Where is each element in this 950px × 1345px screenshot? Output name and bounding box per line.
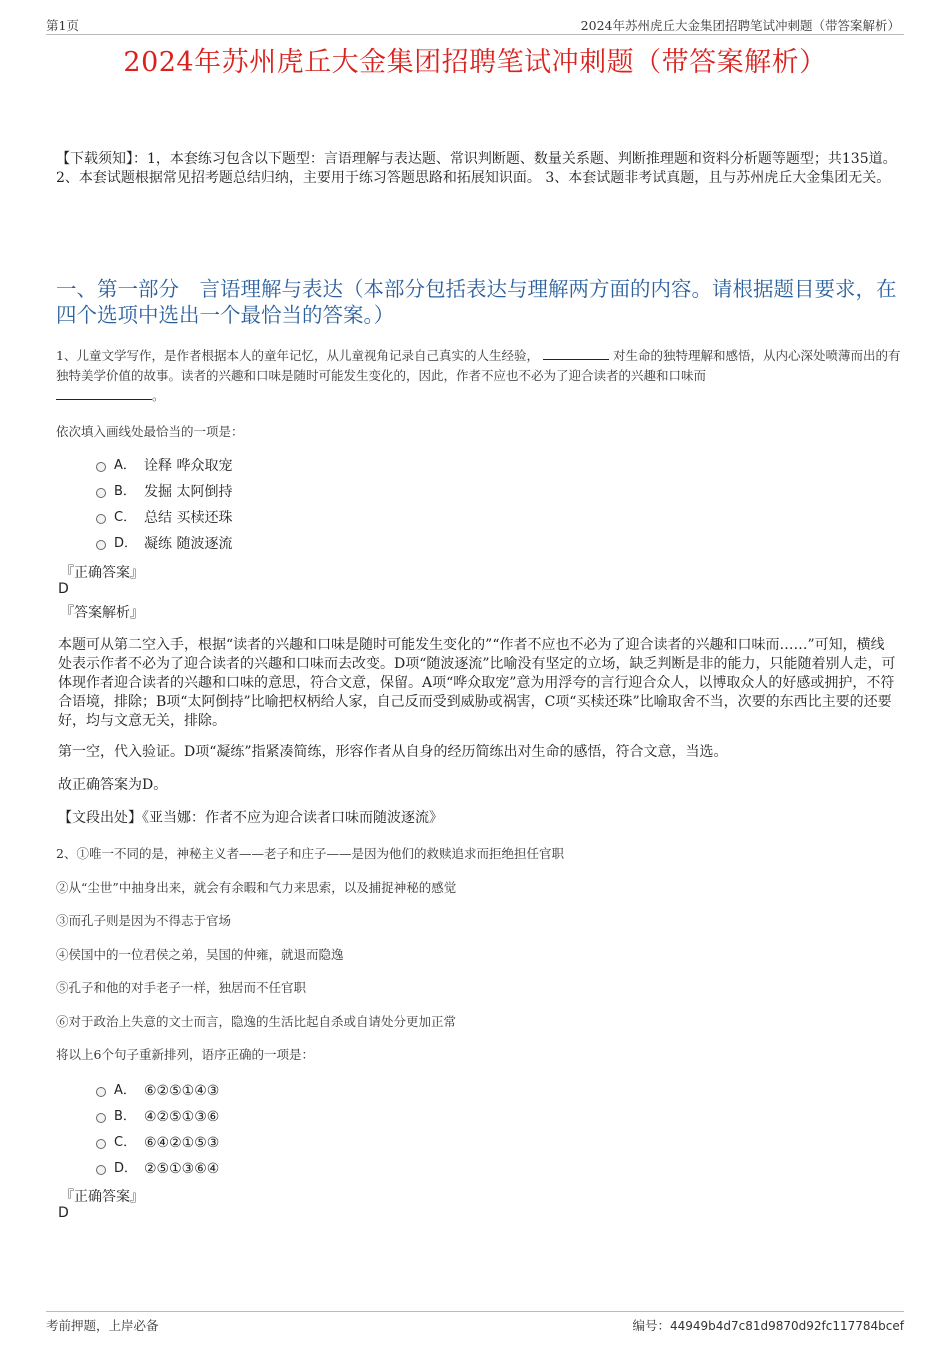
option-text: ②⑤①③⑥④ bbox=[144, 1161, 220, 1177]
question-1-stem bbox=[56, 346, 901, 406]
question-1-stem-part2: 对生命的独特理解和感悟，从内心深处喷薄而出的有独特美学价值的故事。读者的兴趣和口味是随时可能发生变化的，因此，作者不应也不必为了迎合读者的兴趣和口味而 bbox=[56, 348, 901, 383]
option-letter: C． bbox=[114, 510, 137, 525]
option-letter: A． bbox=[114, 1083, 136, 1098]
option-letter: C． bbox=[114, 1135, 137, 1150]
question-1-prompt: 依次填入画线处最恰当的一项是： bbox=[56, 424, 244, 439]
option-letter: B． bbox=[114, 1109, 136, 1124]
option-text: ⑥②⑤①④③ bbox=[144, 1083, 220, 1099]
fill-blank-1 bbox=[543, 347, 609, 360]
q2-line-4: ④侯国中的一位君侯之弟，吴国的仲雍，就退而隐逸 bbox=[56, 947, 344, 962]
q2-answer-label: 『正确答案』 bbox=[60, 1189, 144, 1205]
footer-slogan: 考前押题，上岸必备 bbox=[46, 1318, 159, 1333]
q1-analysis-paragraph-1: 本题可从第二空入手，根据“读者的兴趣和口味是随时可能发生变化的”“作者不应也不必为了迎合读者的兴趣和口味而……”可知，横线处表示作者不必为了迎合读者的兴趣和口味而去改变。D项“随波逐流”比喻没有坚定的立场，缺乏判断是非的能力，只能随着别人走，可体现作者迎合读者的兴趣和口味的意思，符合文意，保留。A项“哗众取宠”意为用浮夸的言行迎合众人，以博取众人的好感或拥护，不符合语境，排除；B项“太阿倒持”比喻把权柄给人家，自己反而受到威胁或祸害，C项“买椟还珠”比喻取舍不当，次要的东西比主要的还要好，均与文意无关，排除。 bbox=[58, 637, 896, 729]
option-text: 凝练 随波逐流 bbox=[144, 536, 233, 552]
q2-line-2: ②从“尘世”中抽身出来，就会有余暇和气力来思索，以及捕捉神秘的感觉 bbox=[56, 880, 457, 895]
question-1-stem-end: 。 bbox=[152, 388, 165, 403]
q1-source: 【文段出处】《亚当娜：作者不应为迎合读者口味而随波逐流》 bbox=[58, 810, 443, 826]
option-text: 发掘 太阿倒持 bbox=[144, 484, 233, 500]
radio-icon[interactable] bbox=[96, 1165, 106, 1175]
q2-line-6: ⑥对于政治上失意的文士而言，隐逸的生活比起自杀或自请处分更加正常 bbox=[56, 1014, 457, 1029]
radio-icon[interactable] bbox=[96, 514, 106, 524]
radio-icon[interactable] bbox=[96, 540, 106, 550]
option-letter: D． bbox=[114, 536, 138, 551]
radio-icon[interactable] bbox=[96, 488, 106, 498]
q1-answer: D bbox=[58, 581, 69, 597]
header-doc-title: 2024年苏州虎丘大金集团招聘笔试冲刺题（带答案解析） bbox=[580, 18, 900, 33]
q2-prompt: 将以上6个句子重新排列，语序正确的一项是： bbox=[56, 1047, 314, 1062]
question-1-stem-part1: 1、儿童文学写作，是作者根据本人的童年记忆，从儿童视角记录自己真实的人生经验， bbox=[56, 348, 539, 363]
page-header bbox=[46, 14, 904, 35]
option-text: ⑥④②①⑤③ bbox=[144, 1135, 220, 1151]
footer-code-label: 编号： bbox=[632, 1318, 670, 1333]
radio-icon[interactable] bbox=[96, 1139, 106, 1149]
option-text: 总结 买椟还珠 bbox=[144, 510, 233, 526]
q2-line-5: ⑤孔子和他的对手老子一样，独居而不任官职 bbox=[56, 980, 307, 995]
q1-analysis-paragraph-2: 第一空，代入验证。D项“凝练”指紧凑简练，形容作者从自身的经历简练出对生命的感悟，符合文意，当选。 bbox=[58, 744, 728, 760]
q1-analysis-label: 『答案解析』 bbox=[60, 605, 144, 621]
page-number: 第1页 bbox=[46, 18, 79, 33]
q2-line-1: 2、①唯一不同的是，神秘主义者——老子和庄子——是因为他们的救赎追求而拒绝担任官职 bbox=[56, 846, 564, 861]
option-letter: D． bbox=[114, 1161, 138, 1176]
q1-conclusion: 故正确答案为D。 bbox=[58, 777, 168, 793]
option-letter: A． bbox=[114, 458, 136, 473]
radio-icon[interactable] bbox=[96, 1113, 106, 1123]
footer-code-block bbox=[632, 1316, 904, 1334]
page-footer bbox=[46, 1311, 904, 1333]
footer-code: 44949b4d7c81d9870d92fc117784bcef bbox=[669, 1319, 904, 1333]
q2-line-3: ③而孔子则是因为不得志于官场 bbox=[56, 913, 232, 928]
download-notice: 【下载须知】：1，本套练习包含以下题型：言语理解与表达题、常识判断题、数量关系题、判断推理题和资料分析题等题型；共135道。 2、本套试题根据常见招考题总结归纳，主要用于练习答题思路和拓展知识面。 3、本套试题非考试真题，且与苏州虎丘大金集团无关。 bbox=[56, 151, 897, 186]
page-title: 2024年苏州虎丘大金集团招聘笔试冲刺题（带答案解析） bbox=[123, 47, 827, 78]
option-letter: B． bbox=[114, 484, 136, 499]
radio-icon[interactable] bbox=[96, 462, 106, 472]
fill-blank-2 bbox=[56, 387, 152, 400]
radio-icon[interactable] bbox=[96, 1087, 106, 1097]
option-text: 诠释 哗众取宠 bbox=[144, 458, 233, 474]
q2-answer: D bbox=[58, 1205, 69, 1221]
section-title: 一、第一部分 言语理解与表达（本部分包括表达与理解两方面的内容。请根据题目要求，在四个选项中选出一个最恰当的答案。） bbox=[56, 277, 897, 327]
option-text: ④②⑤①③⑥ bbox=[144, 1109, 220, 1125]
q1-answer-label: 『正确答案』 bbox=[60, 565, 144, 581]
